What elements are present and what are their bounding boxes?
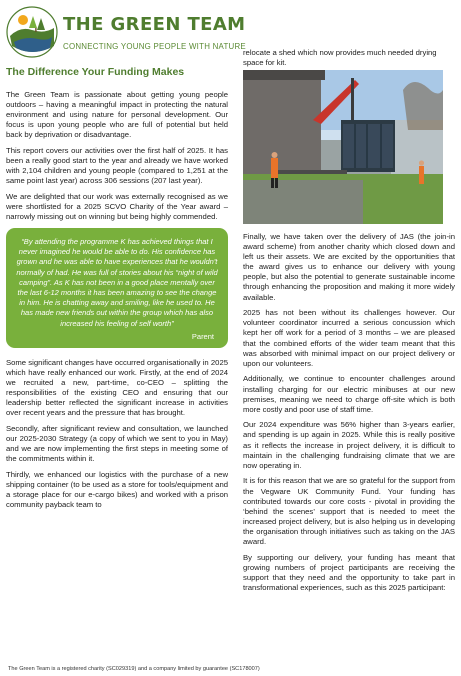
paragraph-gratitude: It is for this reason that we are so grateful for the support from the Vegware UK Community Fund. Your funding has contributed towards our core costs - pivotal in providing the ‘behind the scenes’ support that is needed to meet the increased project delivery, but is also helping us in developing the organisation through initiatives such as taking on the JAS award. [243, 476, 455, 546]
header [6, 6, 246, 58]
shipping-container-photo [243, 70, 443, 224]
paragraph-expenditure: Our 2024 expenditure was 56% higher than 3-years earlier, and spending is up again in 2025. While this is really positive as it reflects the increase in project delivery, it is difficult to maintain in the challenging fundraising climate that we are now operating in. [243, 420, 455, 470]
right-column [243, 232, 455, 599]
paragraph-charging: Additionally, we continue to encounter challenges around installing charging for our electric minibuses at our new premises, meaning we need to charge off-site which is both more costly and poor use of staff time. [243, 374, 455, 414]
paragraph-report-summary: This report covers our activities over the first half of 2025. It has been a really good start to the year and already we have worked with 2,104 children and young people (compared to 1,251 at the same point last year) across 306 sessions (207 last year). [6, 146, 228, 186]
testimonial-attribution: Parent [191, 331, 214, 341]
org-tagline: CONNECTING YOUNG PEOPLE WITH NATURE [63, 42, 246, 51]
paragraph-support-impact: By supporting our delivery, your funding has meant that growing numbers of project participants are receiving the support that they need and the opportunity to take part in transformational experiences, such as this 2025 participant: [243, 552, 455, 592]
paragraph-logistics: Thirdly, we enhanced our logistics with the purchase of a new shipping container (to be used as a store for tools/equipment and a storage place for our e-cargo bikes) and worked with a prison community payback team to [6, 469, 228, 510]
paragraph-challenges: 2025 has not been without its challenges however. Our volunteer coordinator incurred a serious concussion which kept her off work for a period of 3 months – we are pleased that the combined efforts of the wider team meant that this was absorbed with minimal impact on our project delivery or upon our volunteers. [243, 308, 455, 368]
green-team-logo-icon [6, 6, 58, 58]
section-title: The Difference Your Funding Makes [6, 66, 185, 78]
paragraph-award: We are delighted that our work was externally recognised as we were shortlisted for a 2025 SCVO Charity of the Year award – narrowly missing out on winning but being highly commended. [6, 192, 228, 222]
footer-registration: The Green Team is a registered charity (SC029319) and a company limited by guarantee (SC178007) [8, 666, 260, 672]
right-column-top [243, 48, 455, 68]
testimonial-quote-box [6, 228, 228, 348]
left-column [6, 66, 228, 516]
testimonial-quote: “By attending the programme K has achieved things that I never imagined he would be able to do. His confidence has grown and he was able to have experiences that he wouldn't normally of had. He was full of stories about his “night of wild camping”. As K has not been in a good place mentally over the last 6-12 months it has been amazing to see the change in him. He is chatting away and smiling, like he used to. He has made new friends out within the group which has also increased his feeling of self worth” [16, 236, 218, 328]
paragraph-jas-award: Finally, we have taken over the delivery of JAS (the join-in award scheme) from another charity which closed down and left us their assets. We are excited by the opportunities that the award gives us to enhance our delivery with young people, but also the potential to generate sustainable income through enhancing the proposition and making it more widely available. [243, 232, 455, 302]
org-name: THE GREEN TEAM [63, 14, 246, 35]
paragraph-shed-relocation: relocate a shed which now provides much needed drying space for kit. [243, 48, 437, 68]
paragraph-intro: The Green Team is passionate about getting young people outdoors – having a meaningful impact in protecting the natural environment and using nature for personal development. Our focus is upon young people who are full of potential but held back by deprivation or disadvantage. [6, 90, 228, 140]
paragraph-organisational-changes: Some significant changes have occurred organisationally in 2025 which have really enhanced our work. Firstly, at the end of 2024 we recruited a new, part-time, co-CEO – splitting the responsibilities of the existing CEO and ensuring that our leadership better reflected the significant increase in activities over recent years and the pressure that has brought. [6, 357, 228, 418]
paragraph-strategy: Secondly, after significant review and consultation, we launched our 2025-2030 Strategy (a copy of which we sent to you in May) and we are now implementing the first steps in meeting some of the commitments within it. [6, 423, 228, 464]
